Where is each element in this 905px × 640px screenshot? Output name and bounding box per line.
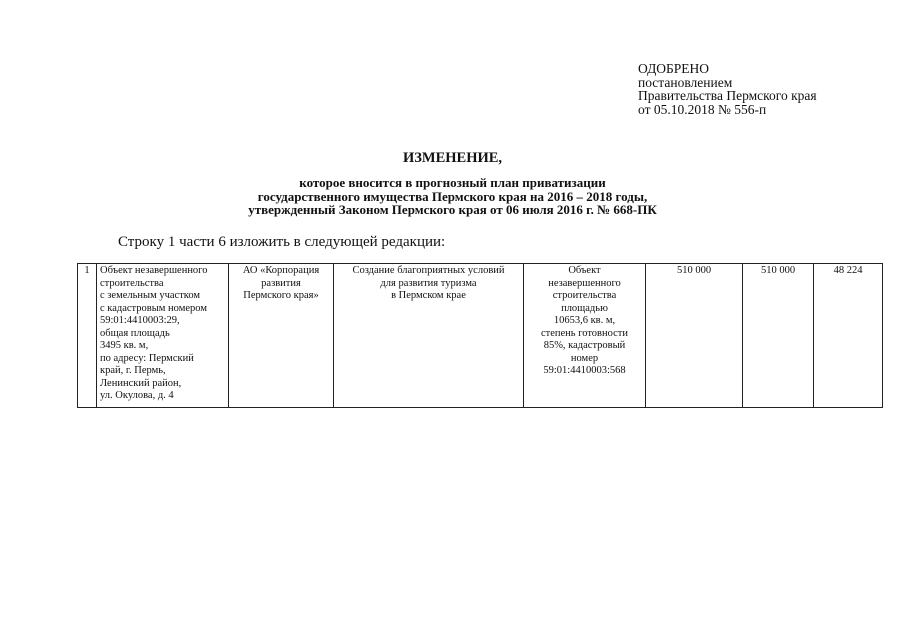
table-row xyxy=(78,264,883,408)
object-line: 3495 кв. м, xyxy=(100,340,149,351)
approval-line: постановлением xyxy=(638,74,733,90)
cell-object xyxy=(97,264,229,408)
cell-description xyxy=(524,264,646,408)
title-subline: которое вносится в прогнозный план приватизации xyxy=(299,175,606,190)
org-line: АО «Корпорация xyxy=(242,265,320,276)
approval-line: от 05.10.2018 № 556-п xyxy=(638,101,767,117)
object-line: ул. Окулова, д. 4 xyxy=(100,390,174,401)
cell-number: 1 xyxy=(78,264,97,408)
title-subline: государственного имущества Пермского края на 2016 – 2018 годы, xyxy=(257,188,648,204)
document-title xyxy=(0,150,905,217)
object-line: Объект незавершенного xyxy=(100,265,208,276)
title-subline: утвержденный Законом Пермского края от 06 июля 2016 г. № 668-ПК xyxy=(248,202,657,217)
privatization-table xyxy=(77,263,883,408)
object-line: по адресу: Пермский xyxy=(100,352,194,364)
cell-value-3: 48 224 xyxy=(814,264,883,408)
org-line: Пермского края» xyxy=(243,290,319,301)
object-line: с земельным участком xyxy=(100,290,201,301)
object-line: общая площадь xyxy=(100,327,170,339)
desc-line: 10653,6 кв. м, xyxy=(553,315,616,326)
desc-line: 85%, кадастровый xyxy=(543,340,626,351)
cell-organization xyxy=(229,264,334,408)
goal-line: в Пермском крае xyxy=(391,290,466,301)
approval-line: ОДОБРЕНО xyxy=(638,61,710,76)
object-line: с кадастровым номером xyxy=(100,302,207,314)
desc-line: Объект xyxy=(568,265,601,276)
intro-text: Строку 1 части 6 изложить в следующей редакции: xyxy=(118,234,446,250)
cell-value-2: 510 000 xyxy=(743,264,814,408)
desc-line: площадью xyxy=(561,302,608,314)
approval-line: Правительства Пермского края xyxy=(638,88,817,103)
title-main: ИЗМЕНЕНИЕ, xyxy=(402,150,503,166)
desc-line: 59:01:4410003:568 xyxy=(543,365,626,376)
desc-line: номер xyxy=(570,352,599,364)
desc-line: степень готовности xyxy=(540,327,629,339)
object-line: Ленинский район, xyxy=(100,377,182,389)
org-line: развития xyxy=(261,277,301,289)
object-line: 59:01:4410003:29, xyxy=(100,315,180,326)
cell-value-1: 510 000 xyxy=(646,264,743,408)
object-line: строительства xyxy=(100,277,164,289)
cell-goal xyxy=(334,264,524,408)
desc-line: незавершенного xyxy=(548,277,621,289)
object-line: край, г. Пермь, xyxy=(100,365,166,376)
goal-line: Создание благоприятных условий xyxy=(352,265,505,276)
desc-line: строительства xyxy=(552,290,617,301)
goal-line: для развития туризма xyxy=(380,277,477,289)
approval-stamp xyxy=(638,62,817,116)
